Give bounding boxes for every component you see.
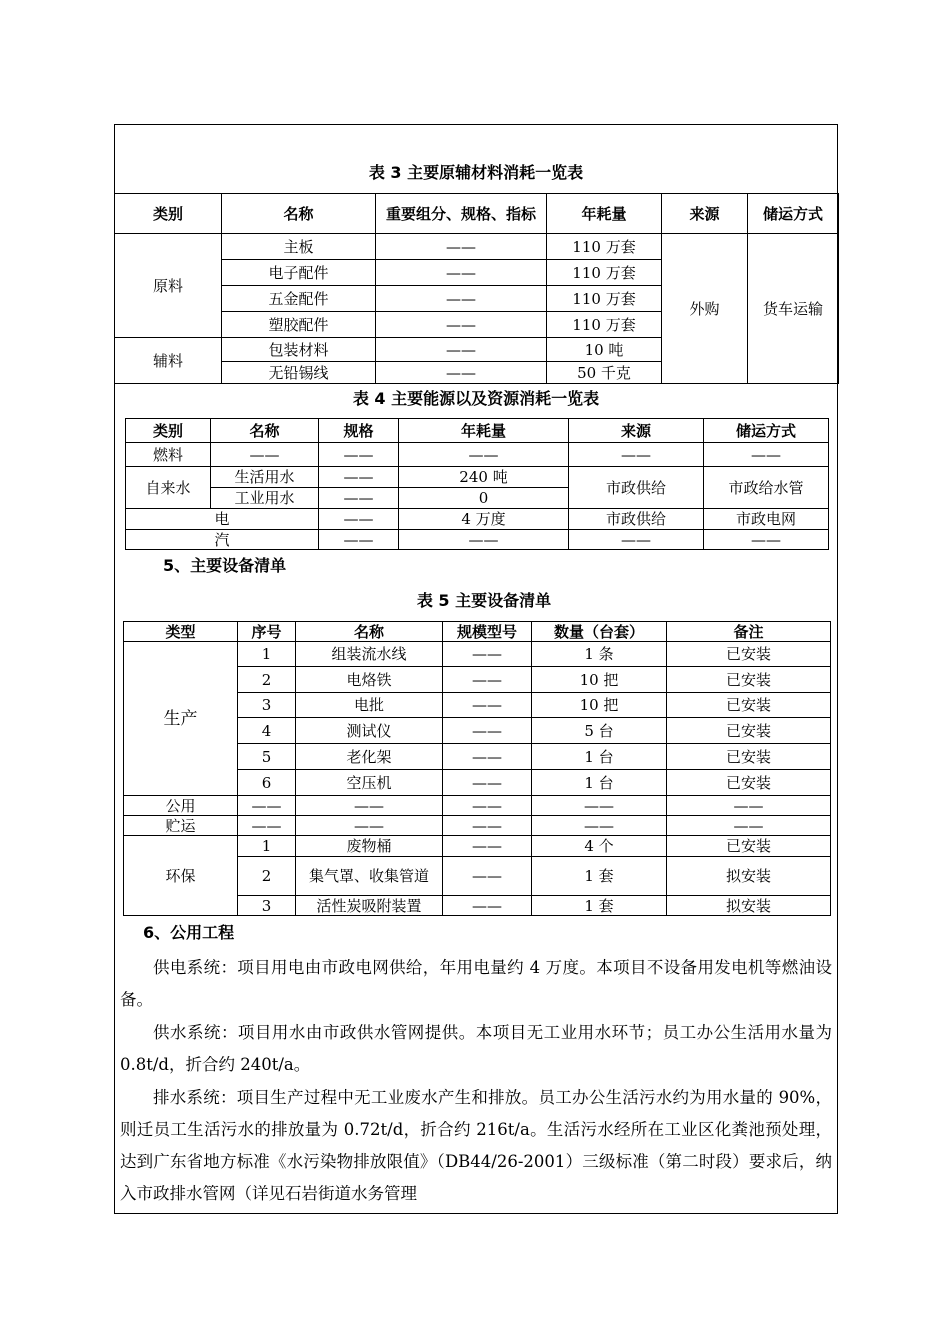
t5-name: 电批 (296, 693, 443, 718)
t4-water-name: 生活用水 (211, 467, 319, 488)
t4-fuel-name: —— (211, 443, 319, 467)
t3-header-spec: 重要组分、规格、指标 (376, 194, 547, 234)
t5-qty: 1 条 (532, 642, 667, 667)
t4-electricity-source: 市政供给 (569, 509, 704, 530)
t4-steam-transport: —— (704, 530, 829, 550)
t3-name: 无铅锡线 (222, 362, 376, 384)
t5-type-production: 生产 (124, 642, 238, 796)
t4-water-amount: 0 (399, 488, 569, 509)
t3-spec: —— (376, 286, 547, 312)
t5-storage-model: —— (443, 816, 532, 836)
t5-qty: 1 套 (532, 857, 667, 896)
t5-model: —— (443, 770, 532, 796)
t3-spec: —— (376, 260, 547, 286)
t5-no: 3 (238, 896, 296, 916)
t5-public-note: —— (667, 796, 831, 816)
t4-electricity-transport: 市政电网 (704, 509, 829, 530)
t3-header-amount: 年耗量 (547, 194, 662, 234)
t4-fuel-category: 燃料 (126, 443, 211, 467)
t3-spec: —— (376, 312, 547, 338)
t5-no: 1 (238, 642, 296, 667)
t5-qty: 10 把 (532, 667, 667, 693)
t4-fuel-amount: —— (399, 443, 569, 467)
t5-qty: 1 台 (532, 744, 667, 770)
t3-source: 外购 (662, 234, 748, 384)
t5-public-name: —— (296, 796, 443, 816)
t5-no: 1 (238, 836, 296, 857)
t5-note: 拟安装 (667, 857, 831, 896)
t4-fuel-spec: —— (319, 443, 399, 467)
t4-header-source: 来源 (569, 419, 704, 443)
t4-water-name: 工业用水 (211, 488, 319, 509)
t3-amount: 50 千克 (547, 362, 662, 384)
t5-name: 组装流水线 (296, 642, 443, 667)
t5-storage-qty: —— (532, 816, 667, 836)
t3-name: 电子配件 (222, 260, 376, 286)
t5-model: —— (443, 642, 532, 667)
t5-name: 空压机 (296, 770, 443, 796)
t5-note: 已安装 (667, 667, 831, 693)
t5-public-no: —— (238, 796, 296, 816)
t5-no: 4 (238, 718, 296, 744)
t5-qty: 1 套 (532, 896, 667, 916)
t4-steam-spec: —— (319, 530, 399, 550)
paragraph-power: 供电系统：项目用电由市政电网供给，年用电量约 4 万度。本项目不设备用发电机等燃油设备。 (120, 958, 832, 1009)
t5-header-no: 序号 (238, 622, 296, 642)
t5-model: —— (443, 693, 532, 718)
t3-spec: —— (376, 234, 547, 260)
t3-name: 塑胶配件 (222, 312, 376, 338)
t5-model: —— (443, 836, 532, 857)
t5-type-env: 环保 (124, 836, 238, 916)
section6-title: 6、公用工程 (143, 923, 235, 942)
t5-header-type: 类型 (124, 622, 238, 642)
t5-header-model: 规模型号 (443, 622, 532, 642)
table4 (125, 418, 829, 550)
t5-public-model: —— (443, 796, 532, 816)
t3-header-source: 来源 (662, 194, 748, 234)
table3 (114, 193, 839, 384)
t4-water-amount: 240 吨 (399, 467, 569, 488)
t5-model: —— (443, 667, 532, 693)
table4-caption: 表 4 主要能源以及资源消耗一览表 (352, 389, 600, 408)
t5-header-qty: 数量（台套） (532, 622, 667, 642)
t5-note: 拟安装 (667, 896, 831, 916)
t4-fuel-transport: —— (704, 443, 829, 467)
t5-header-note: 备注 (667, 622, 831, 642)
t5-no: 5 (238, 744, 296, 770)
t4-water-transport: 市政给水管 (704, 467, 829, 509)
t4-header-category: 类别 (126, 419, 211, 443)
t3-name: 五金配件 (222, 286, 376, 312)
t5-note: 已安装 (667, 770, 831, 796)
t3-category-raw: 原料 (115, 234, 222, 338)
t5-qty: 10 把 (532, 693, 667, 718)
t4-water-spec: —— (319, 488, 399, 509)
t4-water-spec: —— (319, 467, 399, 488)
t4-electricity-amount: 4 万度 (399, 509, 569, 530)
t5-no: 3 (238, 693, 296, 718)
t5-name: 测试仪 (296, 718, 443, 744)
t5-model: —— (443, 744, 532, 770)
t5-storage-name: —— (296, 816, 443, 836)
t5-name: 活性炭吸附装置 (296, 896, 443, 916)
t5-no: 6 (238, 770, 296, 796)
t4-electricity-spec: —— (319, 509, 399, 530)
t5-note: 已安装 (667, 693, 831, 718)
t4-header-spec: 规格 (319, 419, 399, 443)
t3-name: 主板 (222, 234, 376, 260)
t3-category-aux: 辅料 (115, 338, 222, 384)
t5-public-qty: —— (532, 796, 667, 816)
t3-amount: 110 万套 (547, 312, 662, 338)
t3-transport: 货车运输 (748, 234, 839, 384)
t3-header-name: 名称 (222, 194, 376, 234)
section5-title: 5、主要设备清单 (163, 556, 287, 575)
t5-model: —— (443, 857, 532, 896)
t5-header-name: 名称 (296, 622, 443, 642)
t4-electricity-category: 电 (126, 509, 319, 530)
t5-qty: 5 台 (532, 718, 667, 744)
t5-type-storage: 贮运 (124, 816, 238, 836)
t5-storage-note: —— (667, 816, 831, 836)
t5-no: 2 (238, 857, 296, 896)
t5-type-public: 公用 (124, 796, 238, 816)
t3-amount: 110 万套 (547, 234, 662, 260)
t3-name: 包装材料 (222, 338, 376, 362)
t5-no: 2 (238, 667, 296, 693)
t3-header-category: 类别 (115, 194, 222, 234)
t5-note: 已安装 (667, 836, 831, 857)
t5-qty: 4 个 (532, 836, 667, 857)
paragraph-water-supply: 供水系统：项目用水由市政供水管网提供。本项目无工业用水环节；员工办公生活用水量为 0.8t/d，折合约 240t/a。 (120, 1023, 832, 1074)
t5-name: 集气罩、收集管道 (296, 857, 443, 896)
t3-header-transport: 储运方式 (748, 194, 839, 234)
t5-name: 电烙铁 (296, 667, 443, 693)
t3-spec: —— (376, 362, 547, 384)
t3-spec: —— (376, 338, 547, 362)
t4-header-transport: 储运方式 (704, 419, 829, 443)
t4-steam-amount: —— (399, 530, 569, 550)
t4-header-amount: 年耗量 (399, 419, 569, 443)
t5-model: —— (443, 896, 532, 916)
t3-amount: 110 万套 (547, 286, 662, 312)
t5-note: 已安装 (667, 642, 831, 667)
table5 (123, 621, 831, 916)
t4-water-category: 自来水 (126, 467, 211, 509)
t4-header-name: 名称 (211, 419, 319, 443)
t4-water-source: 市政供给 (569, 467, 704, 509)
t4-steam-source: —— (569, 530, 704, 550)
t5-name: 废物桶 (296, 836, 443, 857)
paragraph-drainage: 排水系统：项目生产过程中无工业废水产生和排放。员工办公生活污水约为用水量的 90%，则迁员工生活污水的排放量为 0.72t/d，折合约 216t/a。生活污水经所在工业区化粪池预处理，达到广东省地方标准《水污染物排放限值》（DB44/26-2001）三级标准（第二时段）要求后，纳入市政排水管网（详见石岩街道水务管理 (120, 1088, 832, 1203)
t5-name: 老化架 (296, 744, 443, 770)
t5-storage-no: —— (238, 816, 296, 836)
t4-fuel-source: —— (569, 443, 704, 467)
table3-caption: 表 3 主要原辅材料消耗一览表 (368, 163, 584, 182)
t3-amount: 10 吨 (547, 338, 662, 362)
t5-note: 已安装 (667, 744, 831, 770)
t4-steam-category: 汽 (126, 530, 319, 550)
t5-note: 已安装 (667, 718, 831, 744)
t5-qty: 1 台 (532, 770, 667, 796)
table5-caption: 表 5 主要设备清单 (416, 591, 552, 610)
t5-model: —— (443, 718, 532, 744)
t3-amount: 110 万套 (547, 260, 662, 286)
